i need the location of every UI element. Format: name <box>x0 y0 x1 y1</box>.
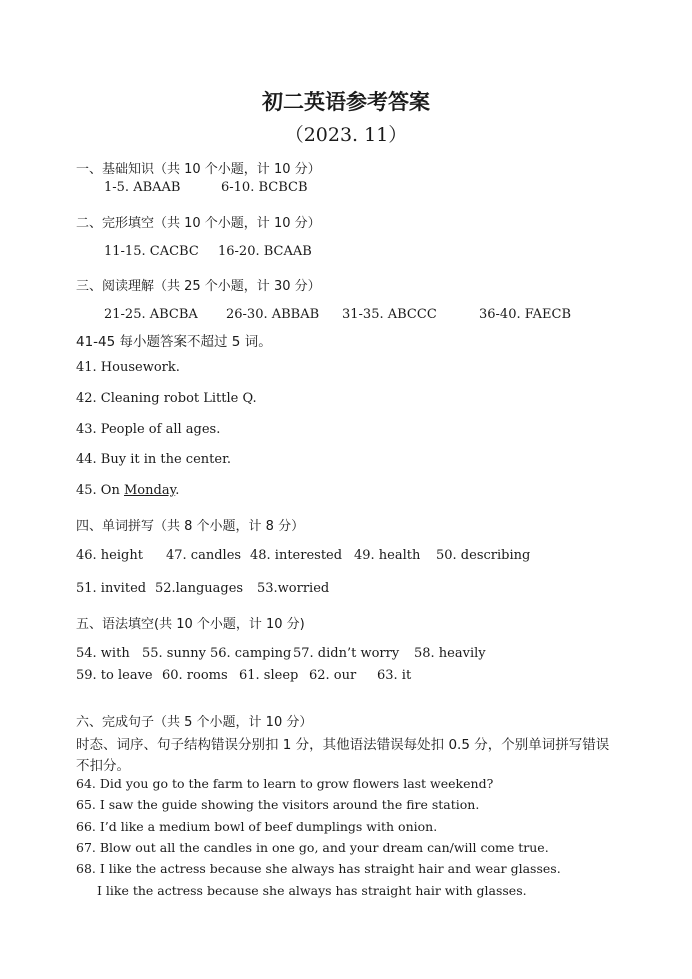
answer-57: 57. didn’t worry <box>293 646 400 661</box>
answer-51: 51. invited <box>76 581 147 596</box>
answer-44: 44. Buy it in the center. <box>76 452 231 467</box>
answer-46: 46. height <box>76 548 143 563</box>
answer-52: 52.languages <box>155 581 244 596</box>
answer-67: 67. Blow out all the candles in one go, and your dream can/will come true. <box>76 840 549 855</box>
answer-59: 59. to leave <box>76 668 153 683</box>
answer-49: 49. health <box>354 548 421 563</box>
section-5-heading: 五、语法填空(共 10 个小题，计 10 分) <box>76 617 305 632</box>
answer-66: 66. I’d like a medium bowl of beef dumplings with onion. <box>76 819 438 834</box>
answer-68-alternative: I like the actress because she always has straight hair with glasses. <box>97 883 527 898</box>
section-3-note: 41-45 每小题答案不超过 5 词。 <box>76 334 272 350</box>
answer-47: 47. candles <box>166 548 242 563</box>
answer-11-15: 11-15. CACBC <box>104 244 199 259</box>
answer-54: 54. with <box>76 646 130 661</box>
answer-62: 62. our <box>309 668 357 683</box>
section-6-note-line2: 不扣分。 <box>76 758 130 774</box>
document-title: 初二英语参考答案 <box>262 90 430 114</box>
answer-63: 63. it <box>377 668 412 683</box>
answer-60: 60. rooms <box>162 668 228 683</box>
section-3-heading: 三、阅读理解（共 25 个小题，计 30 分） <box>76 279 321 294</box>
answer-6-10: 6-10. BCBCB <box>221 180 308 195</box>
answer-55: 55. sunny <box>142 646 206 661</box>
answer-26-30: 26-30. ABBAB <box>226 307 320 322</box>
answer-45 <box>76 483 179 498</box>
answer-45-suffix: . <box>175 483 180 498</box>
answer-42: 42. Cleaning robot Little Q. <box>76 391 257 406</box>
answer-21-25: 21-25. ABCBA <box>104 307 198 322</box>
section-6-note-line1: 时态、词序、句子结构错误分别扣 1 分，其他语法错误每处扣 0.5 分，个别单词拼写错误 <box>76 737 610 753</box>
section-1-heading: 一、基础知识（共 10 个小题，计 10 分） <box>76 162 321 177</box>
answer-64: 64. Did you go to the farm to learn to grow flowers last weekend? <box>76 776 494 791</box>
section-4-heading: 四、单词拼写（共 8 个小题，计 8 分） <box>76 519 305 534</box>
answer-31-35: 31-35. ABCCC <box>342 307 437 322</box>
answer-50: 50. describing <box>436 548 531 563</box>
answer-68: 68. I like the actress because she always has straight hair and wear glasses. <box>76 861 561 876</box>
answer-1-5: 1-5. ABAAB <box>104 180 181 195</box>
answer-53: 53.worried <box>257 581 330 596</box>
answer-41: 41. Housework. <box>76 360 180 375</box>
answer-43: 43. People of all ages. <box>76 422 221 437</box>
document-date: （2023. 11） <box>284 124 408 146</box>
answer-61: 61. sleep <box>239 668 299 683</box>
section-6-heading: 六、完成句子（共 5 个小题，计 10 分） <box>76 715 313 730</box>
answer-48: 48. interested <box>250 548 343 563</box>
answer-16-20: 16-20. BCAAB <box>218 244 312 259</box>
section-2-heading: 二、完形填空（共 10 个小题，计 10 分） <box>76 216 321 231</box>
answer-65: 65. I saw the guide showing the visitors around the fire station. <box>76 797 480 812</box>
answer-56: 56. camping <box>210 646 292 661</box>
answer-45-underlined-word: Monday <box>123 483 176 498</box>
answer-58: 58. heavily <box>414 646 486 661</box>
answer-45-prefix: 45. On <box>76 483 124 498</box>
answer-36-40: 36-40. FAECB <box>479 307 572 322</box>
